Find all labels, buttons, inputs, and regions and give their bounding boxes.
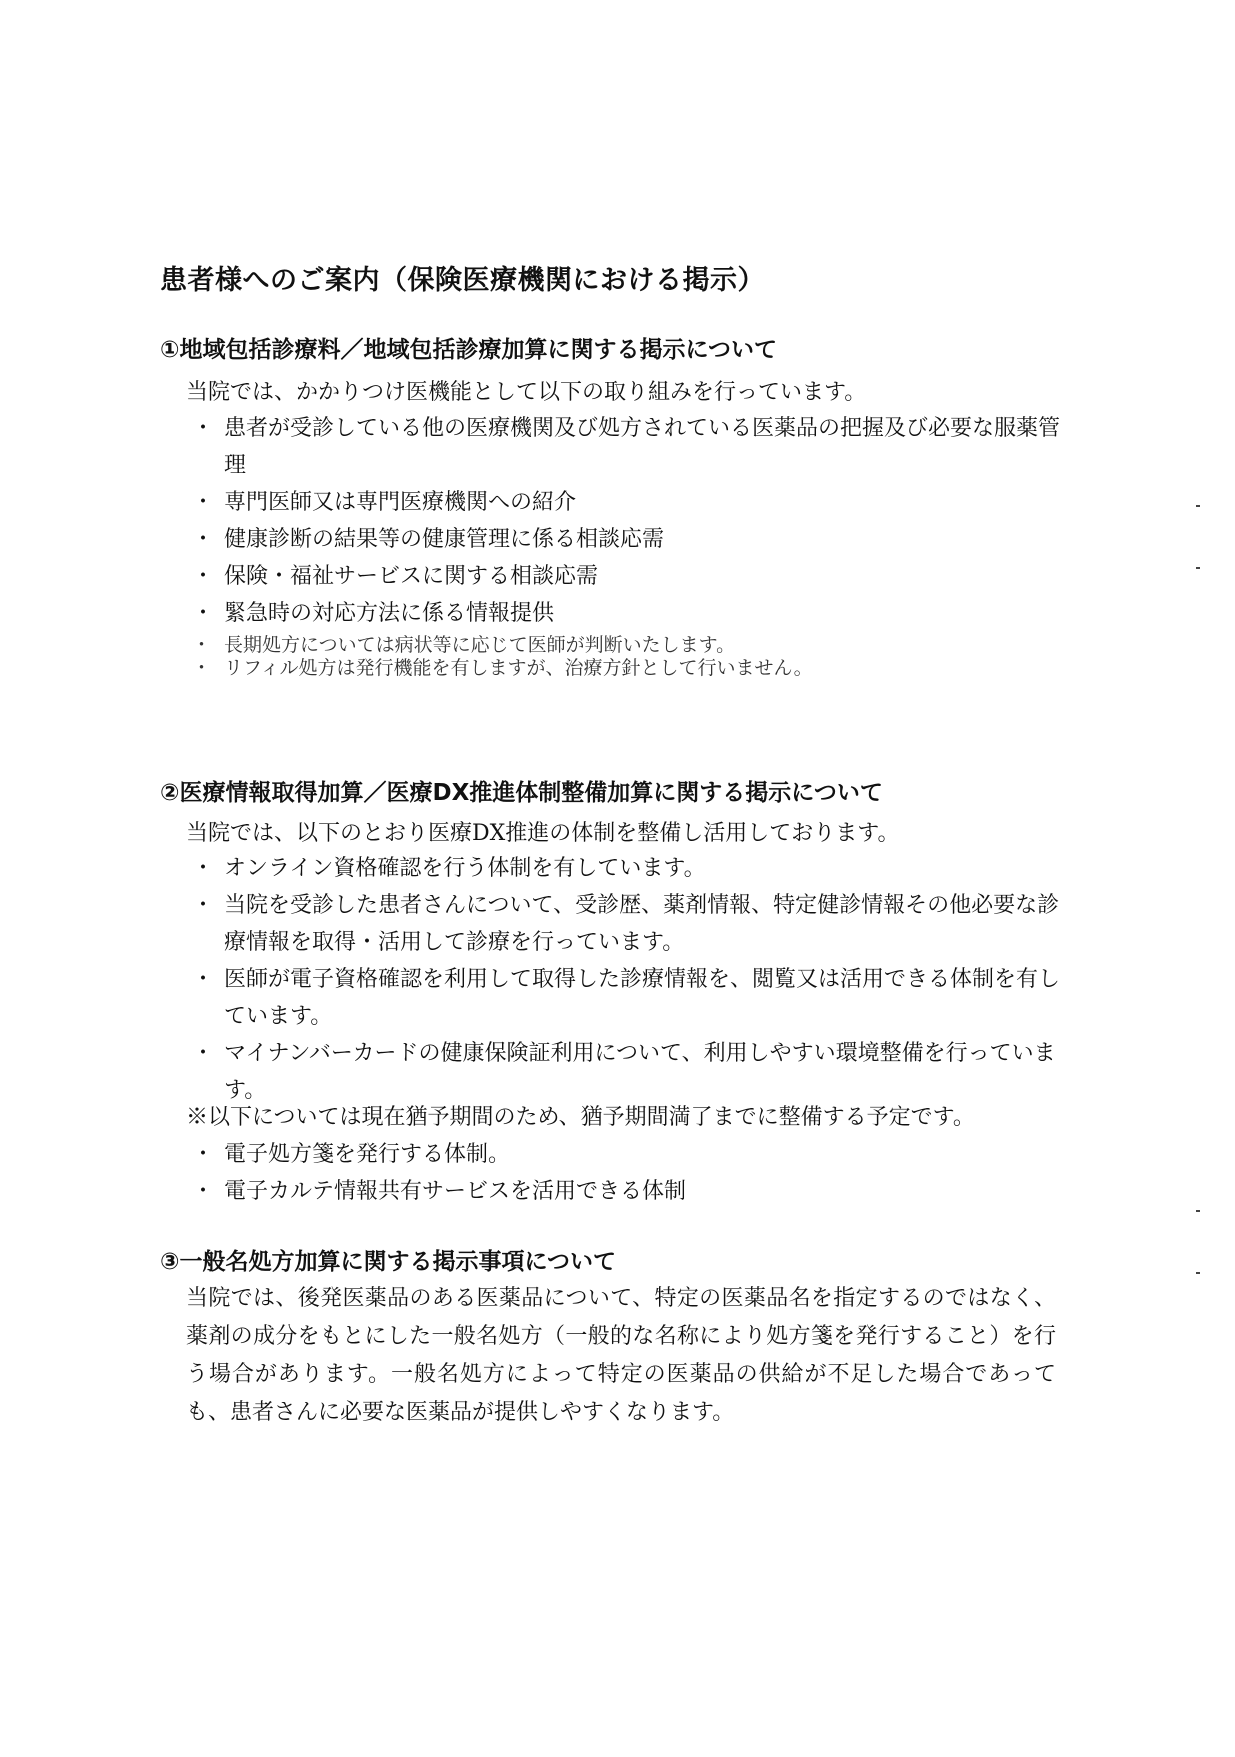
bullet-glyph: ・	[192, 1041, 215, 1066]
page-title: 患者様へのご案内（保険医療機関における掲示）	[160, 265, 765, 296]
list-item-text: 緊急時の対応方法に係る情報提供	[224, 601, 555, 626]
list-item	[186, 850, 1064, 887]
list-item-text: 健康診断の結果等の健康管理に係る相談応需	[224, 527, 665, 552]
list-item-text: オンライン資格確認を行う体制を有しています。	[224, 856, 706, 881]
list-item	[186, 1136, 1082, 1173]
scan-speck	[1196, 567, 1200, 569]
scan-speck	[1196, 1272, 1200, 1274]
list-item	[186, 595, 1082, 632]
bullet-glyph: ・	[192, 893, 215, 918]
list-item	[186, 1035, 1064, 1109]
list-item-text: 当院を受診した患者さんについて、受診歴、薬剤情報、特定健診情報その他必要な診療情報を取得・活用して診療を行っています。	[224, 893, 1060, 955]
list-item-text: 保険・福祉サービスに関する相談応需	[224, 564, 599, 589]
section-2-note: ※以下については現在猶予期間のため、猶予期間満了までに整備する予定です。	[186, 1105, 975, 1130]
list-item-text: マイナンバーカードの健康保険証利用について、利用しやすい環境整備を行っています。	[224, 1041, 1056, 1103]
list-item	[186, 961, 1064, 1035]
bullet-glyph: ・	[192, 490, 215, 515]
section-3-heading: ③一般名処方加算に関する掲示事項について	[160, 1249, 617, 1275]
note-item-text: 長期処方については病状等に応じて医師が判断いたします。	[224, 634, 736, 656]
list-item-text: 医師が電子資格確認を利用して取得した診療情報を、閲覧又は活用できる体制を有しています。	[224, 967, 1061, 1029]
section-1-heading: ①地域包括診療料／地域包括診療加算に関する掲示について	[160, 337, 778, 363]
section-2-pending-list	[186, 1136, 1082, 1210]
scan-speck	[1196, 505, 1200, 507]
scan-speck	[1196, 1210, 1200, 1212]
bullet-glyph: ・	[192, 527, 215, 552]
bullet-glyph: ・	[192, 967, 215, 992]
list-item	[186, 558, 1082, 595]
list-item-text: 患者が受診している他の医療機関及び処方されている医薬品の把握及び必要な服薬管理	[224, 416, 1061, 478]
list-item	[186, 410, 1064, 484]
section-1-notes	[186, 634, 1082, 680]
section-2-intro: 当院では、以下のとおり医療DX推進の体制を整備し活用しております。	[186, 821, 900, 846]
bullet-glyph: ・	[192, 416, 215, 441]
list-item-text: 専門医師又は専門医療機関への紹介	[224, 490, 577, 515]
note-item	[186, 657, 1082, 680]
bullet-glyph: ・	[192, 634, 212, 656]
list-item	[186, 484, 1082, 521]
bullet-glyph: ・	[192, 601, 215, 626]
bullet-glyph: ・	[192, 657, 212, 679]
bullet-glyph: ・	[192, 856, 215, 881]
note-item-text: リフィル処方は発行機能を有しますが、治療方針として行いません。	[224, 657, 813, 679]
section-3-paragraph: 当院では、後発医薬品のある医薬品について、特定の医薬品名を指定するのではなく、薬剤の成分をもとにした一般名処方（一般的な名称により処方箋を発行すること）を行う場合があります。一般名処方によって特定の医薬品の供給が不足した場合であっても、患者さんに必要な医薬品が提供しやすくなります。	[186, 1286, 1056, 1425]
list-item-text: 電子カルテ情報共有サービスを活用できる体制	[224, 1179, 687, 1204]
section-1-intro: 当院では、かかりつけ医機能として以下の取り組みを行っています。	[186, 380, 867, 405]
section-2-heading: ②医療情報取得加算／医療DX推進体制整備加算に関する掲示について	[160, 780, 883, 806]
section-1-list	[186, 410, 1082, 632]
section-2-list	[186, 850, 1064, 1109]
bullet-glyph: ・	[192, 1179, 215, 1204]
list-item	[186, 521, 1082, 558]
list-item	[186, 887, 1064, 961]
note-item	[186, 634, 1082, 657]
list-item	[186, 1173, 1082, 1210]
list-item-text: 電子処方箋を発行する体制。	[224, 1142, 511, 1167]
bullet-glyph: ・	[192, 1142, 215, 1167]
bullet-glyph: ・	[192, 564, 215, 589]
